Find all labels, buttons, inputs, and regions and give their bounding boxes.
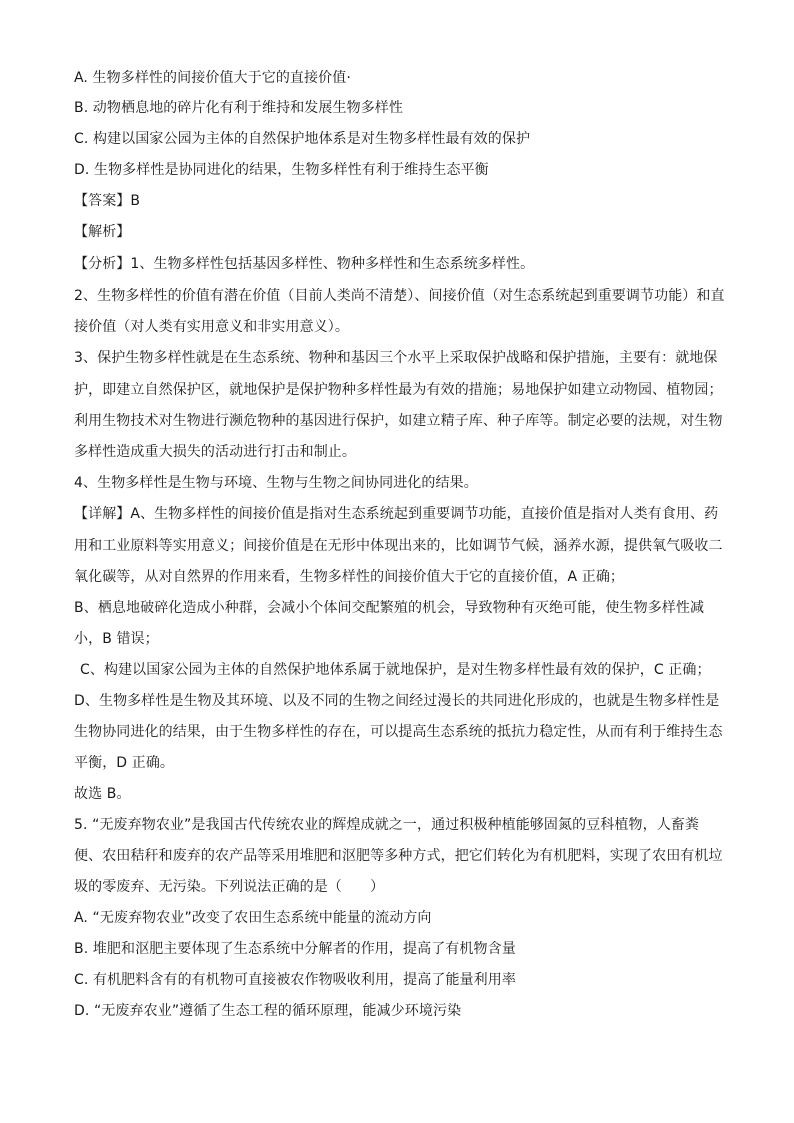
q5-option-c: C. 有机肥料含有的有机物可直接被农作物吸收利用，提高了能量利用率 — [74, 972, 516, 988]
fenxi-line-5: 护，即建立自然保护区，就地保护是保护物种多样性最为有效的措施；易地保护如建立动物园、植物园； — [74, 382, 723, 398]
fenxi-line-4: 3、保护生物多样性就是在生态系统、物种和基因三个水平上采取保护战略和保护措施，主要有：就地保 — [74, 350, 718, 366]
q4-option-d: D. 生物多样性是协同进化的结果，生物多样性有利于维持生态平衡 — [74, 162, 489, 178]
fenxi-line-8: 4、生物多样性是生物与环境、生物与生物之间协同进化的结果。 — [74, 475, 478, 491]
xiangjie-line-8: 生物协同进化的结果，由于生物多样性的存在，可以提高生态系统的抵抗力稳定性，从而有利于维持生态 — [74, 724, 723, 740]
fenxi-line-7: 多样性造成重大损失的活动进行打击和制止。 — [74, 444, 356, 460]
fenxi-line-1: 【分析】1、生物多样性包括基因多样性、物种多样性和生态系统多样性。 — [74, 256, 535, 272]
xiangjie-line-6: C、构建以国家公园为主体的自然保护地体系属于就地保护，是对生物多样性最有效的保护，C 正确； — [80, 662, 711, 678]
fenxi-line-6: 利用生物技术对生物进行濒危物种的基因进行保护，如建立精子库、种子库等。制定必要的法规，对生物 — [74, 413, 723, 429]
q4-option-b: B. 动物栖息地的碎片化有利于维持和发展生物多样性 — [74, 100, 404, 116]
xiangjie-line-1: 【详解】A、生物多样性的间接价值是指对生态系统起到重要调节功能，直接价值是指对人类有食用、药 — [74, 506, 719, 522]
conclusion-line: 故选 B。 — [74, 786, 131, 802]
answer-label: 【答案】B — [74, 193, 141, 209]
q5-stem-line-3: 圾的零废弃、无污染。下列说法正确的是（ ） — [74, 879, 385, 895]
analysis-heading: 【解析】 — [74, 224, 131, 240]
q4-option-a: A. 生物多样性的间接价值大于它的直接价值· — [74, 70, 351, 86]
q5-option-d: D. “无废弃农业”遵循了生态工程的循环原理，能减少环境污染 — [74, 1003, 462, 1019]
q5-option-b: B. 堆肥和沤肥主要体现了生态系统中分解者的作用，提高了有机物含量 — [74, 941, 516, 957]
xiangjie-line-5: 小，B 错误； — [74, 631, 159, 647]
xiangjie-line-3: 氧化碳等，从对自然界的作用来看，生物多样性的间接价值大于它的直接价值，A 正确； — [74, 569, 625, 585]
fenxi-line-3: 接价值（对人类有实用意义和非实用意义）。 — [74, 319, 349, 335]
q4-option-c: C. 构建以国家公园为主体的自然保护地体系是对生物多样性最有效的保护 — [74, 131, 531, 147]
fenxi-line-2: 2、生物多样性的价值有潜在价值（目前人类尚不清楚）、间接价值（对生态系统起到重要调节功能）和直 — [74, 288, 725, 304]
q5-option-a: A. “无废弃物农业”改变了农田生态系统中能量的流动方向 — [74, 910, 432, 926]
xiangjie-line-7: D、生物多样性是生物及其环境、以及不同的生物之间经过漫长的共同进化形成的，也就是生物多样性是 — [74, 693, 720, 709]
xiangjie-line-2: 用和工业原料等实用意义；间接价值是在无形中体现出来的，比如调节气候，涵养水源，提供氧气吸收二 — [74, 538, 723, 554]
q5-stem-line-2: 便、农田秸秆和废弃的农产品等采用堆肥和沤肥等多种方式，把它们转化为有机肥料，实现了农田有机垃 — [74, 848, 723, 864]
xiangjie-line-9: 平衡，D 正确。 — [74, 755, 175, 771]
xiangjie-line-4: B、栖息地破碎化造成小种群，会减小个体间交配繁殖的机会，导致物种有灭绝可能，使生物多样性减 — [74, 600, 705, 616]
q5-stem-line-1: 5. “无废弃物农业”是我国古代传统农业的辉煌成就之一，通过积极种植能够固氮的豆科植物，人畜粪 — [74, 817, 700, 833]
